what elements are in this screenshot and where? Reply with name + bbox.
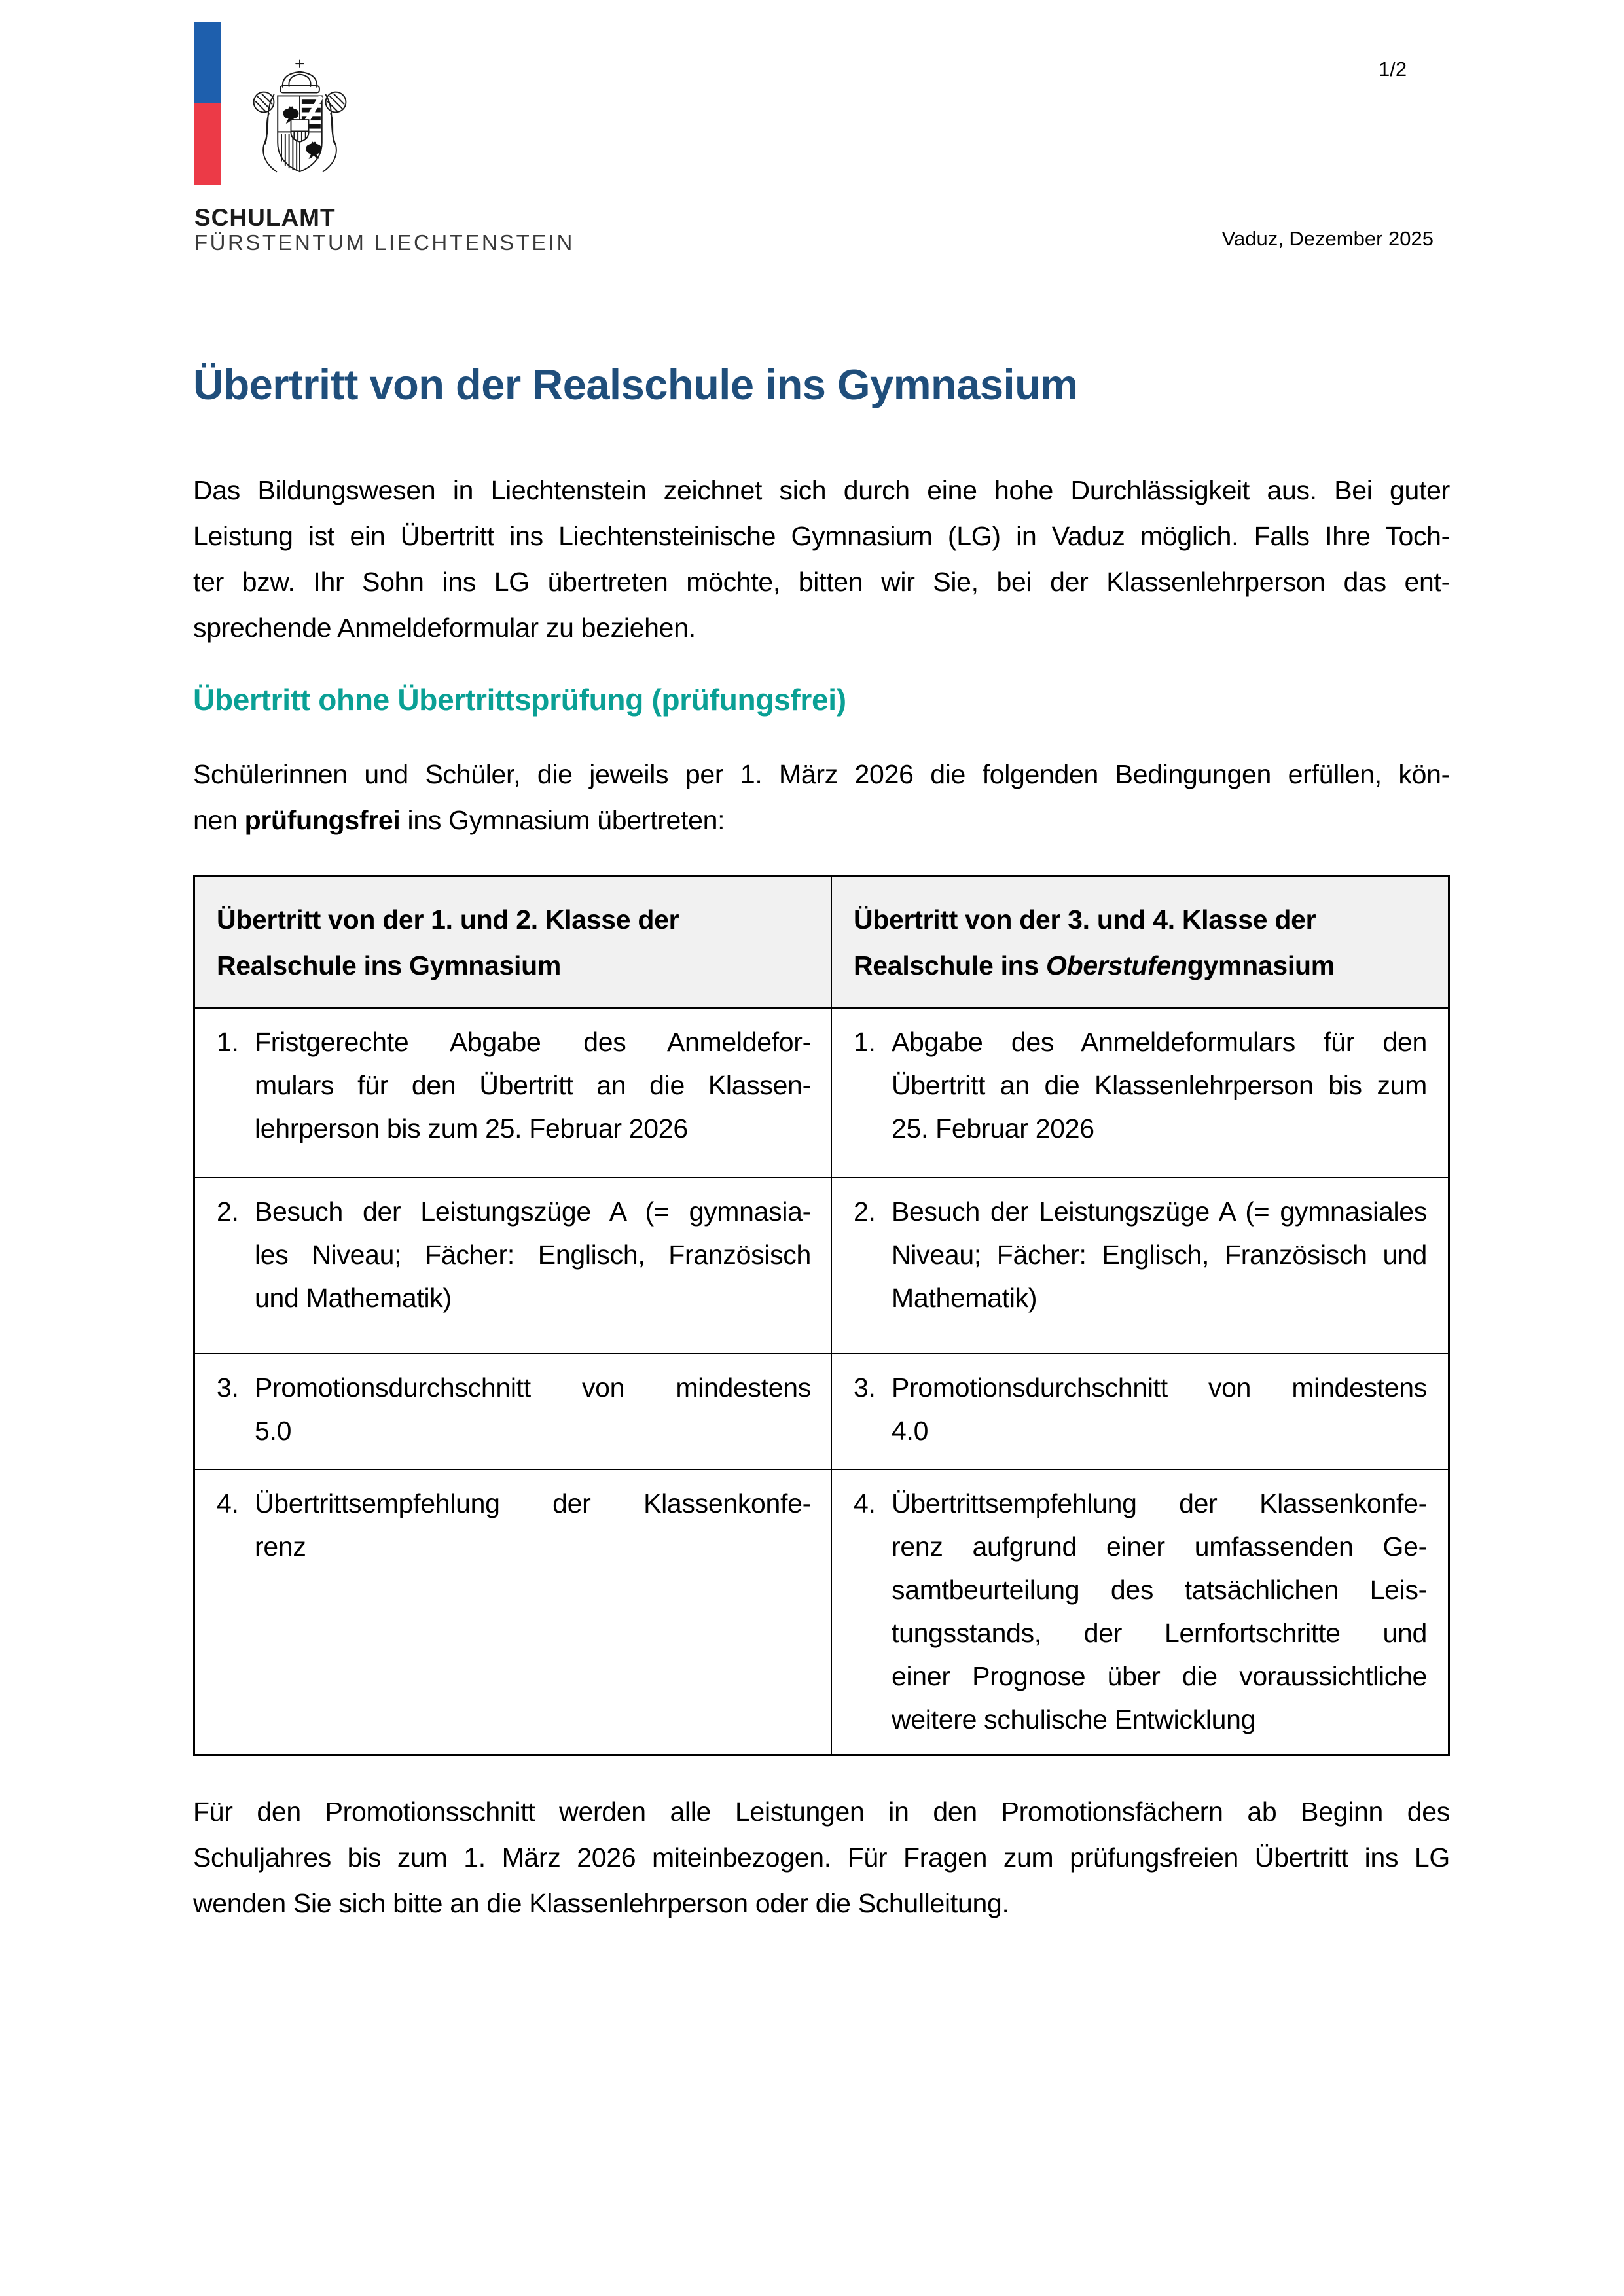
header-right-line2-prefix: Realschule ins — [854, 950, 1047, 980]
text-line: Leistung ist ein Übertritt ins Liechtensteinische Gymnasium (LG) in Vaduz möglich. Falls Ihre Toch- — [193, 521, 1450, 551]
text-line: 25. Februar 2026 — [892, 1113, 1094, 1143]
text-line: 5.0 — [255, 1416, 292, 1446]
text-line: Für den Promotionsschnitt werden alle Leistungen in den Promotionsfächern ab Beginn des — [193, 1797, 1450, 1827]
lead-paragraph — [193, 751, 1450, 843]
item-text — [255, 1366, 811, 1452]
intro-paragraph — [193, 467, 1450, 651]
table-cell-row2-left — [195, 1178, 831, 1353]
text-line: tungsstands, der Lernfortschritte und — [892, 1618, 1427, 1648]
item-text — [892, 1366, 1427, 1452]
text-line: Das Bildungswesen in Liechtenstein zeichnet sich durch eine hohe Durchlässigkeit aus. Bei guter — [193, 475, 1450, 505]
table-row-4 — [195, 1469, 1448, 1754]
page-number: 1/2 — [1379, 58, 1407, 81]
item-number: 3. — [217, 1372, 239, 1403]
text-line: Schülerinnen und Schüler, die jeweils per 1. März 2026 die folgenden Bedingungen erfüllen, kön- — [193, 759, 1450, 789]
item-text — [892, 1020, 1427, 1150]
item-number: 4. — [854, 1488, 876, 1518]
item-number: 2. — [217, 1196, 239, 1227]
table-header-row — [195, 877, 1448, 1007]
flag-bar — [194, 22, 221, 185]
text-line: und Mathematik) — [255, 1283, 452, 1313]
text-line: Mathematik) — [892, 1283, 1038, 1313]
header-left-line2: Realschule ins Gymnasium — [217, 950, 562, 980]
item-number: 1. — [854, 1027, 876, 1057]
item-number: 2. — [854, 1196, 876, 1227]
text-line: Übertritt an die Klassenlehrperson bis zum — [892, 1070, 1427, 1100]
org-name: SCHULAMT — [194, 204, 336, 231]
header-right-line2-italic: Oberstufen — [1046, 950, 1187, 980]
table-cell-row1-left — [195, 1009, 831, 1177]
text-line: wenden Sie sich bitte an die Klassenlehrperson oder die Schulleitung. — [193, 1888, 1009, 1918]
header-right-line1: Übertritt von der 3. und 4. Klasse der — [854, 904, 1316, 935]
coat-of-arms-icon — [246, 55, 353, 187]
document-title: Übertritt von der Realschule ins Gymnasium — [193, 361, 1078, 408]
date-line: Vaduz, Dezember 2025 — [1221, 227, 1434, 250]
text-line: renz aufgrund einer umfassenden Ge- — [892, 1532, 1427, 1562]
text-line: Schuljahres bis zum 1. März 2026 miteinbezogen. Für Fragen zum prüfungsfreien Übertritt ins LG — [193, 1842, 1450, 1873]
table-cell-row3-right — [831, 1354, 1447, 1469]
text-line: Fristgerechte Abgabe des Anmeldefor- — [255, 1027, 811, 1057]
item-text — [255, 1020, 811, 1150]
header-left-line1: Übertritt von der 1. und 2. Klasse der — [217, 904, 679, 935]
text-line: mulars für den Übertritt an die Klassen- — [255, 1070, 811, 1100]
flag-bar-red — [194, 103, 221, 185]
closing-paragraph — [193, 1789, 1450, 1926]
table-row-1 — [195, 1007, 1448, 1177]
table-row-2 — [195, 1177, 1448, 1353]
text-line: renz — [255, 1532, 306, 1562]
item-number: 4. — [217, 1488, 239, 1518]
item-text — [892, 1482, 1427, 1741]
text-line: weitere schulische Entwicklung — [892, 1704, 1256, 1734]
text-line: Übertrittsempfehlung der Klassenkonfe- — [892, 1488, 1427, 1518]
text-line: Promotionsdurchschnitt von mindestens — [255, 1372, 811, 1403]
text-line: samtbeurteilung des tatsächlichen Leis- — [892, 1575, 1427, 1605]
header-right-line2 — [854, 942, 1427, 988]
table-cell-row4-right — [831, 1470, 1447, 1754]
text-line: Promotionsdurchschnitt von mindestens — [892, 1372, 1427, 1403]
text-line: les Niveau; Fächer: Englisch, Französisch — [255, 1240, 811, 1270]
text-line: einer Prognose über die voraussichtliche — [892, 1661, 1427, 1691]
text-line: ter bzw. Ihr Sohn ins LG übertreten möchte, bitten wir Sie, bei der Klassenlehrperson das ent- — [193, 567, 1450, 597]
table-row-3 — [195, 1353, 1448, 1469]
table-cell-row1-right — [831, 1009, 1447, 1177]
text-line: 4.0 — [892, 1416, 929, 1446]
text-line: Abgabe des Anmeldeformulars für den — [892, 1027, 1427, 1057]
table-cell-row3-left — [195, 1354, 831, 1469]
text-line: Besuch der Leistungszüge A (= gymnasiales — [892, 1196, 1427, 1227]
text-line: sprechende Anmeldeformular zu beziehen. — [193, 613, 696, 643]
table-header-right — [831, 877, 1447, 1007]
org-subtitle: FÜRSTENTUM LIECHTENSTEIN — [194, 230, 575, 255]
item-text — [255, 1190, 811, 1319]
text-line: lehrperson bis zum 25. Februar 2026 — [255, 1113, 688, 1143]
flag-bar-blue — [194, 22, 221, 103]
item-text — [255, 1482, 811, 1568]
table-header-left — [195, 877, 831, 1007]
header-right-line2-suffix: gymnasium — [1187, 950, 1335, 980]
table-cell-row2-right — [831, 1178, 1447, 1353]
text-line: Übertrittsempfehlung der Klassenkonfe- — [255, 1488, 811, 1518]
item-number: 3. — [854, 1372, 876, 1403]
text-line: Besuch der Leistungszüge A (= gymnasia- — [255, 1196, 811, 1227]
lead-line2-suffix: ins Gymnasium übertreten: — [400, 805, 725, 835]
conditions-table — [193, 875, 1450, 1756]
table-cell-row4-left — [195, 1470, 831, 1754]
item-number: 1. — [217, 1027, 239, 1057]
lead-line2-bold: prüfungsfrei — [244, 805, 401, 835]
lead-line2-prefix: nen — [193, 805, 245, 835]
item-text — [892, 1190, 1427, 1319]
text-line — [193, 797, 1450, 843]
section-heading: Übertritt ohne Übertrittsprüfung (prüfungsfrei) — [193, 683, 846, 717]
text-line: Niveau; Fächer: Englisch, Französisch und — [892, 1240, 1427, 1270]
